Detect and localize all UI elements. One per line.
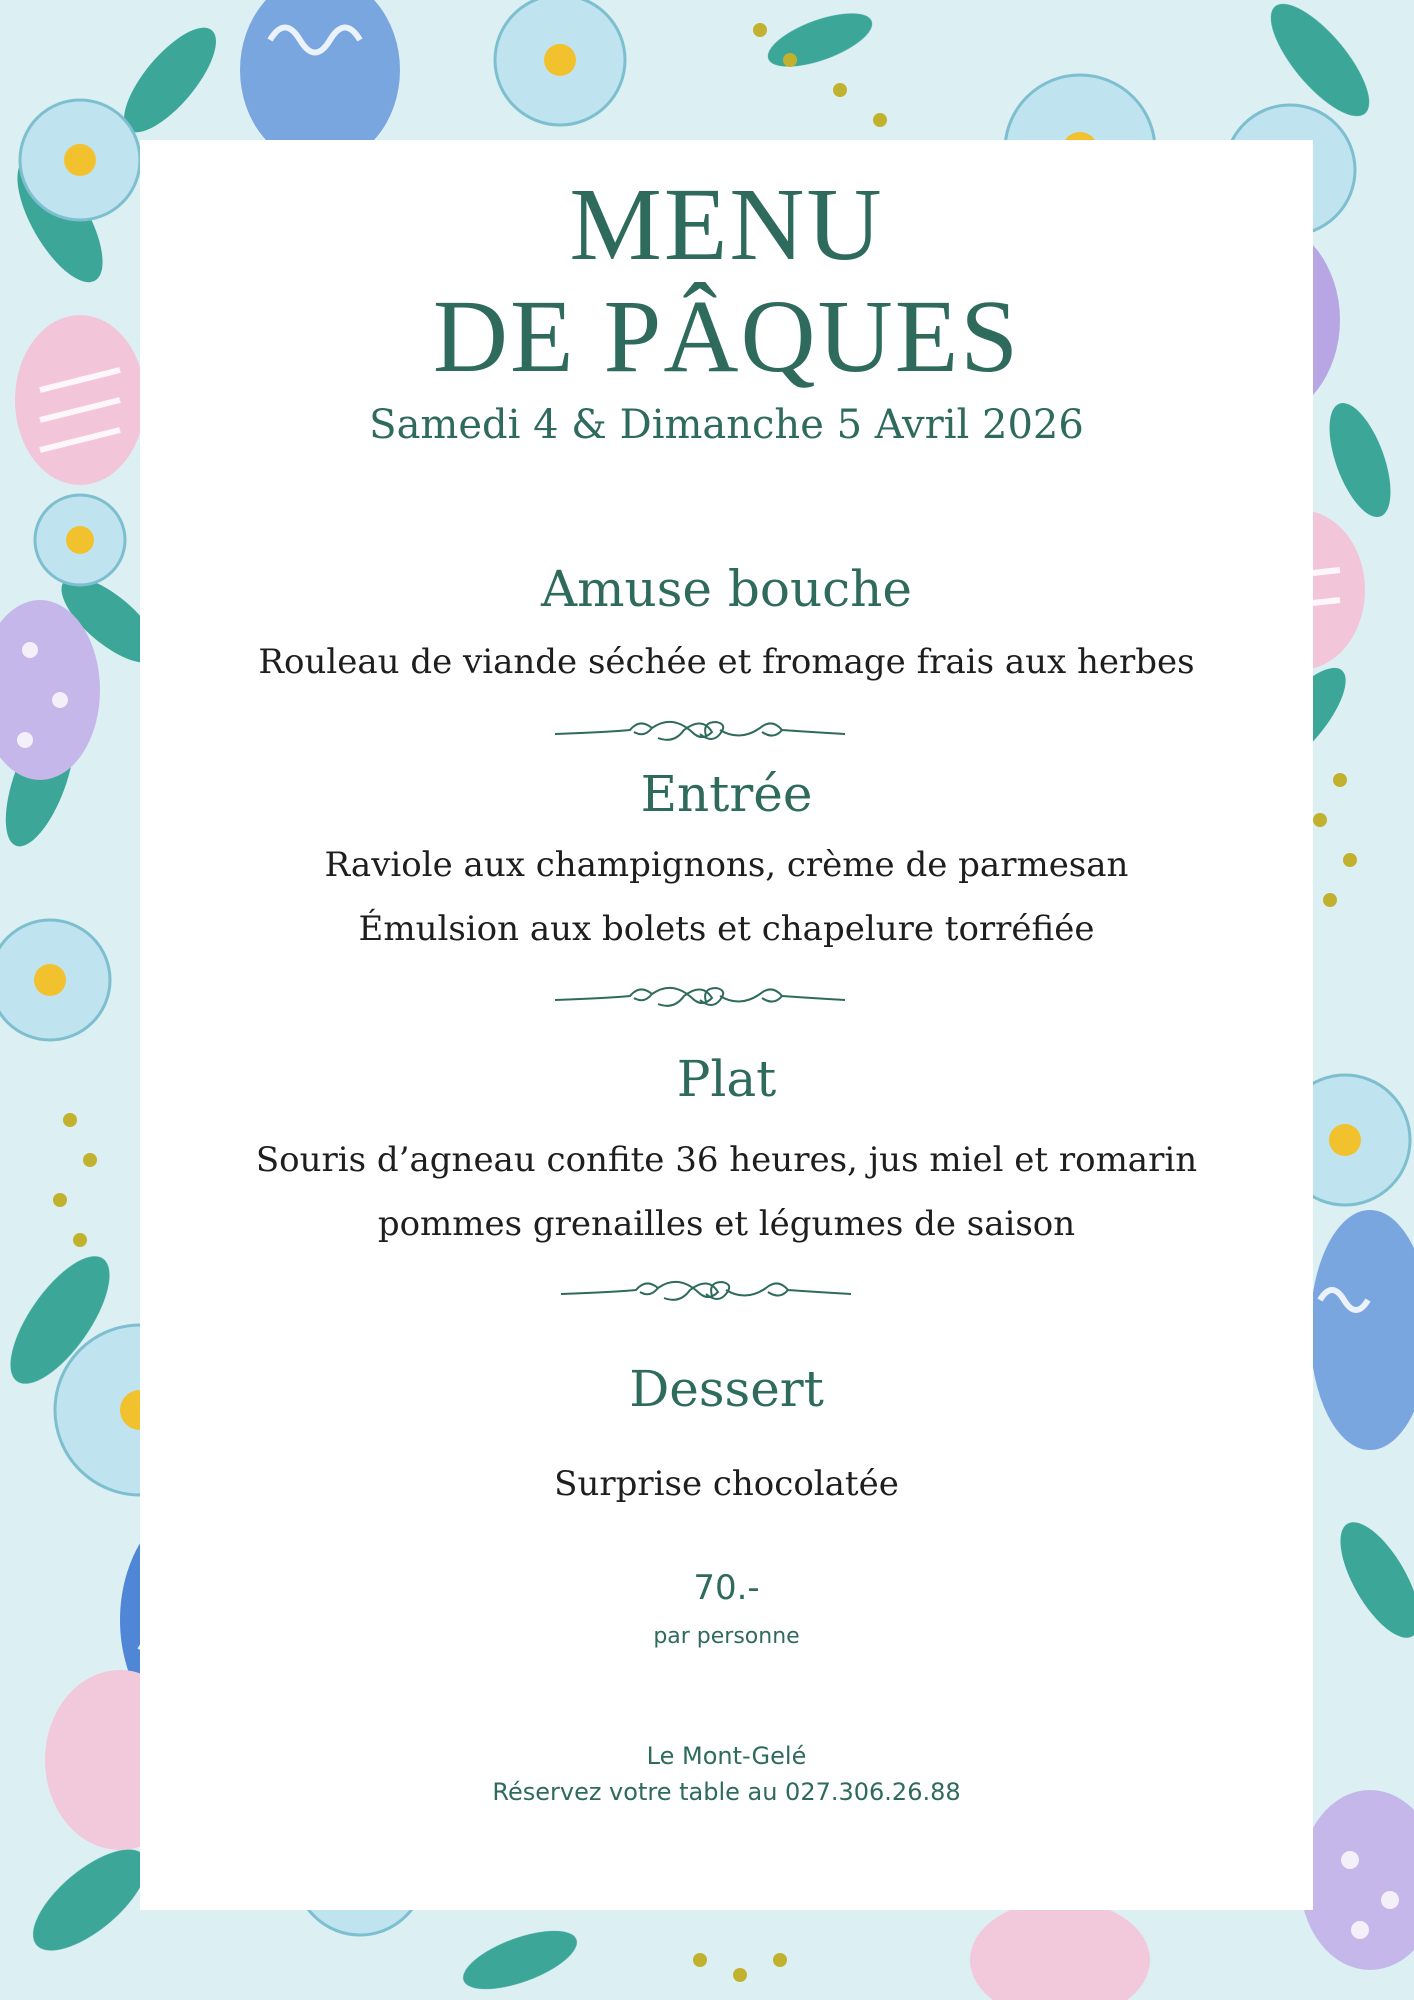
flourish-divider-icon	[550, 712, 850, 752]
menu-price: 70.-	[693, 1568, 760, 1608]
section-heading-entree: Entrée	[640, 765, 813, 823]
dish-line: Raviole aux champignons, crème de parmesan	[324, 845, 1129, 885]
reservation-info: Réservez votre table au 027.306.26.88	[492, 1778, 961, 1806]
flourish-divider-icon	[556, 1272, 856, 1312]
flourish-divider-icon	[550, 978, 850, 1018]
dish-line: Émulsion aux bolets et chapelure torréfiée	[358, 909, 1095, 949]
menu-card	[140, 140, 1313, 1910]
dish-line: pommes grenailles et légumes de saison	[377, 1204, 1076, 1244]
menu-title-line2: DE PÂQUES	[432, 279, 1021, 394]
dish-line: Souris d’agneau confite 36 heures, jus miel et romarin	[255, 1140, 1198, 1180]
menu-title-line1: MENU	[569, 167, 884, 282]
dish-line: Rouleau de viande séchée et fromage frais aux herbes	[258, 642, 1195, 682]
dish-line: Surprise chocolatée	[554, 1464, 899, 1504]
restaurant-name: Le Mont-Gelé	[646, 1742, 807, 1770]
section-heading-plat: Plat	[676, 1050, 777, 1108]
menu-date: Samedi 4 & Dimanche 5 Avril 2026	[369, 402, 1084, 448]
price-unit: par personne	[653, 1624, 800, 1649]
section-heading-amuse-bouche: Amuse bouche	[541, 560, 912, 618]
section-heading-dessert: Dessert	[629, 1360, 824, 1418]
